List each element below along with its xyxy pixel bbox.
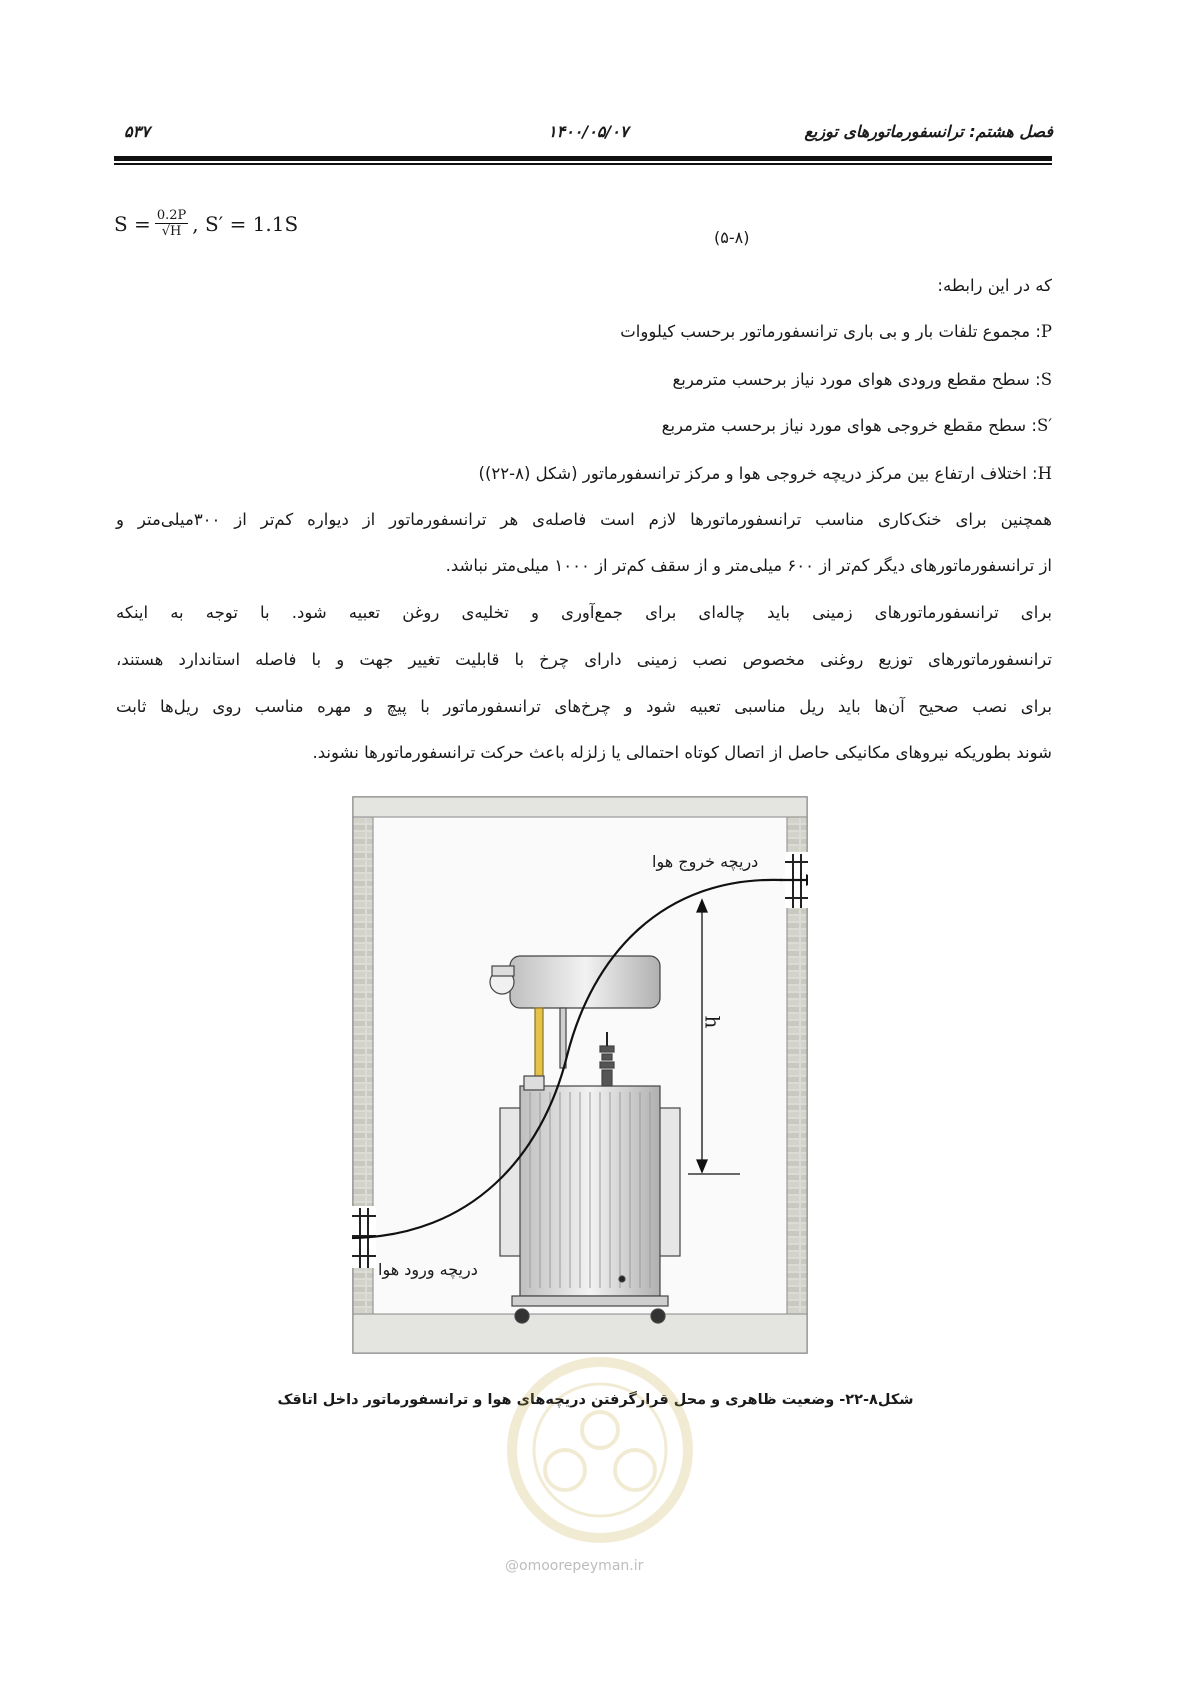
transformer-base <box>512 1296 668 1306</box>
wheel-left <box>515 1309 529 1323</box>
ceiling <box>353 797 807 817</box>
equation-lhs: S = <box>114 211 151 236</box>
outlet-label: دریچه خروج هوا <box>652 852 759 871</box>
definition-symbol: H <box>1037 464 1052 483</box>
header-date: ۱۴۰۰/۰۵/۰۷ <box>548 122 629 141</box>
definition-text: : سطح مقطع خروجی هوای مورد نیاز برحسب مترمربع <box>661 416 1037 435</box>
definition-h <box>479 464 1052 483</box>
definition-s-prime <box>662 416 1052 435</box>
wheel-right <box>651 1309 665 1323</box>
equation-rhs: , S′ = 1.1S <box>192 211 299 236</box>
equation-denominator: √H <box>161 224 182 239</box>
definition-text: : مجموع تلفات بار و بی باری ترانسفورماتور برحسب کیلووات <box>620 322 1041 341</box>
header-rule-thick <box>114 156 1052 161</box>
intro-line: که در این رابطه: <box>937 276 1052 295</box>
inlet-label: دریچه ورود هوا <box>378 1260 478 1279</box>
height-label: h <box>700 1015 725 1029</box>
watermark-text: @omoorepeyman.ir <box>505 1558 644 1574</box>
equation-number: (۵-۸) <box>714 228 750 247</box>
header-rule-thin <box>114 163 1052 165</box>
definition-s <box>672 370 1052 389</box>
paragraph-line: از ترانسفورماتورهای دیگر کم‌تر از ۶۰۰ میلی‌متر و از سقف کم‌تر از ۱۰۰۰ میلی‌متر نباشد. <box>445 556 1052 575</box>
paragraph-line: برای ترانسفورماتورهای زمینی باید چاله‌ای برای جمع‌آوری و تخلیه‌ی روغن تعبیه شود. با توجه به اینکه <box>116 603 1052 622</box>
definition-p <box>620 322 1052 341</box>
figure-caption: شکل۸-۲۲- وضعیت ظاهری و محل قرارگرفتن دریچه‌های هوا و ترانسفورماتور داخل اتاقک <box>277 1392 914 1408</box>
definition-text: : سطح مقطع ورودی هوای مورد نیاز برحسب مترمربع <box>672 370 1041 389</box>
equation-numerator: 0.2P <box>156 208 187 223</box>
definition-text: : اختلاف ارتفاع بین مرکز دریچه خروجی هوا و مرکز ترانسفورماتور (شکل (۸-۲۲)) <box>478 464 1038 483</box>
paragraph-line: شوند بطوریکه نیروهای مکانیکی حاصل از اتصال کوتاه احتمالی یا زلزله باعث حرکت ترانسفورماتورها نشوند. <box>312 743 1052 762</box>
definition-symbol: S <box>1040 370 1052 389</box>
equation-fraction <box>155 208 188 239</box>
chapter-title: فصل هشتم: ترانسفورماتورهای توزیع <box>804 122 1053 141</box>
airflow-arrow-icon <box>806 874 808 886</box>
page-number: ۵۳۷ <box>124 122 150 141</box>
paragraph-line: برای نصب صحیح آن‌ها باید ریل مناسبی تعبیه شود و چرخ‌های ترانسفورماتور با پیچ و مهره مناسب روی ریل‌ها ثابت <box>116 697 1052 716</box>
watermark-seal-icon <box>490 1330 710 1570</box>
conservator-tank <box>510 956 660 1008</box>
paragraph-line: ترانسفورماتورهای توزیع روغنی مخصوص نصب زمینی دارای چرخ با قابلیت تغییر جهت و با فاصله استاندارد هستند، <box>116 650 1052 669</box>
definition-symbol: P <box>1040 322 1052 341</box>
definition-symbol: S′ <box>1036 416 1052 435</box>
paragraph-line: همچنین برای خنک‌کاری مناسب ترانسفورماتورها لازم است فاصله‌ی هر ترانسفورماتور از دیواره کم‌تر از ۳۰۰میلی‌متر و <box>116 510 1052 529</box>
equation <box>114 208 298 239</box>
